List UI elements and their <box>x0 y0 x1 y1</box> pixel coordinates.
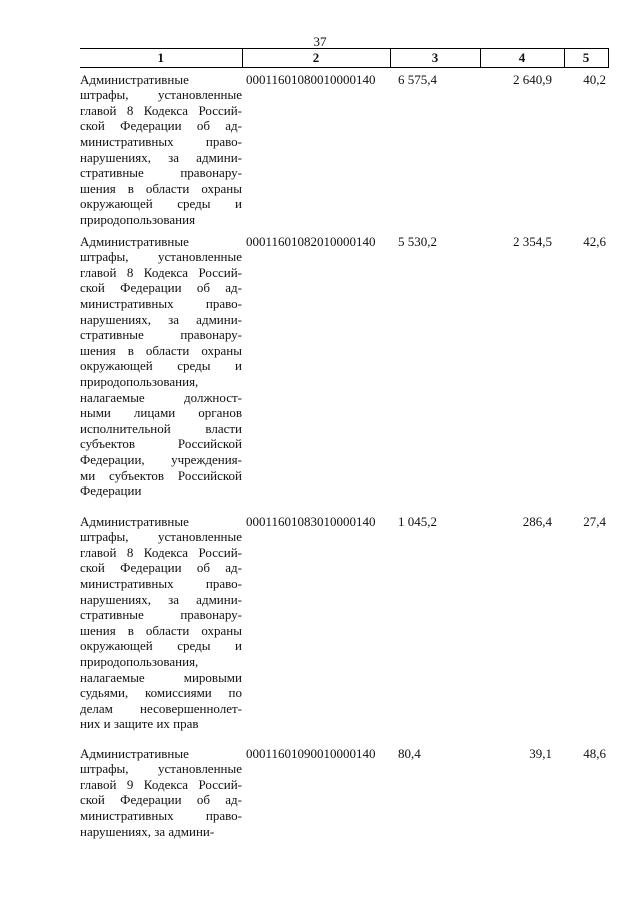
name-line: нарушениях, за админи- <box>80 311 242 327</box>
name-line: штрафы, установленные <box>80 761 242 777</box>
row-name-cell <box>80 67 242 230</box>
table-row <box>80 742 608 858</box>
name-line: них и защите их прав <box>80 716 199 732</box>
name-line: судьями, комиссиями по <box>80 685 242 701</box>
name-line: окружающей среды и <box>80 638 242 654</box>
row-value-3-cell: 80,4 <box>398 745 421 761</box>
name-line: Административные <box>80 71 189 87</box>
name-line: главой 8 Кодекса Россий- <box>80 102 242 118</box>
column-header: 4 <box>480 49 564 68</box>
name-line: шения в области охраны <box>80 180 242 196</box>
name-line: Административные <box>80 513 189 529</box>
name-line: министративных право- <box>80 807 242 823</box>
row-value-5-cell: 42,6 <box>583 233 606 249</box>
table-row <box>80 67 608 230</box>
name-line: нарушениях, за админи- <box>80 591 242 607</box>
row-value-5-cell: 40,2 <box>583 71 606 87</box>
table-row <box>80 230 608 510</box>
name-line: ской Федерации об ад- <box>80 792 242 808</box>
name-line: главой 9 Кодекса Россий- <box>80 776 242 792</box>
row-value-4-cell: 2 354,5 <box>513 233 552 249</box>
name-line: стративные правонару- <box>80 327 242 343</box>
row-name-cell <box>80 230 242 510</box>
name-line: стративные правонару- <box>80 607 242 623</box>
row-code-cell: 00011601083010000140 <box>246 513 376 529</box>
row-code-cell: 00011601090010000140 <box>246 745 376 761</box>
name-line: налагаемые мировыми <box>80 669 242 685</box>
name-line: стративные правонару- <box>80 165 242 181</box>
name-line: министративных право- <box>80 295 242 311</box>
name-line: Административные <box>80 233 189 249</box>
name-line: ми субъектов Российской <box>80 467 242 483</box>
name-line: Федерации, учреждения- <box>80 451 242 467</box>
column-header: 2 <box>242 49 390 68</box>
name-line: окружающей среды и <box>80 358 242 374</box>
name-line: штрафы, установленные <box>80 529 242 545</box>
name-line: Административные <box>80 745 189 761</box>
name-line: окружающей среды и <box>80 196 242 212</box>
row-value-4-cell: 39,1 <box>529 745 552 761</box>
name-line: главой 8 Кодекса Россий- <box>80 264 242 280</box>
name-line: природопользования <box>80 211 196 227</box>
name-line: Федерации <box>80 483 142 499</box>
row-value-5-cell: 48,6 <box>583 745 606 761</box>
name-line: делам несовершеннолет- <box>80 700 242 716</box>
table-row <box>80 510 608 742</box>
column-header: 5 <box>564 49 608 68</box>
name-line: ской Федерации об ад- <box>80 280 242 296</box>
name-line: шения в области охраны <box>80 342 242 358</box>
row-name-cell <box>80 510 242 742</box>
budget-table <box>80 48 609 858</box>
row-value-4-cell: 286,4 <box>522 513 552 529</box>
name-line: министративных право- <box>80 575 242 591</box>
row-value-3-cell: 6 575,4 <box>398 71 437 87</box>
name-line: штрафы, установленные <box>80 249 242 265</box>
row-value-3-cell: 5 530,2 <box>398 233 437 249</box>
name-line: налагаемые должност- <box>80 389 242 405</box>
name-line: природопользования, <box>80 373 199 389</box>
row-value-3-cell: 1 045,2 <box>398 513 437 529</box>
page-number: 37 <box>313 34 327 49</box>
name-line: министративных право- <box>80 133 242 149</box>
name-line: исполнительной власти <box>80 420 242 436</box>
column-header: 3 <box>390 49 480 68</box>
column-header: 1 <box>80 49 242 68</box>
row-value-5-cell: 27,4 <box>583 513 606 529</box>
row-code-cell: 00011601082010000140 <box>246 233 376 249</box>
name-line: штрафы, установленные <box>80 87 242 103</box>
name-line: главой 8 Кодекса Россий- <box>80 544 242 560</box>
name-line: нарушениях, за админи- <box>80 823 215 839</box>
name-line: нарушениях, за админи- <box>80 149 242 165</box>
name-line: шения в области охраны <box>80 622 242 638</box>
name-line: ской Федерации об ад- <box>80 118 242 134</box>
row-value-4-cell: 2 640,9 <box>513 71 552 87</box>
name-line: ской Федерации об ад- <box>80 560 242 576</box>
name-line: ными лицами органов <box>80 405 242 421</box>
table-header-row <box>80 49 608 68</box>
row-code-cell: 00011601080010000140 <box>246 71 376 87</box>
name-line: субъектов Российской <box>80 436 242 452</box>
row-name-cell <box>80 742 242 858</box>
name-line: природопользования, <box>80 653 199 669</box>
